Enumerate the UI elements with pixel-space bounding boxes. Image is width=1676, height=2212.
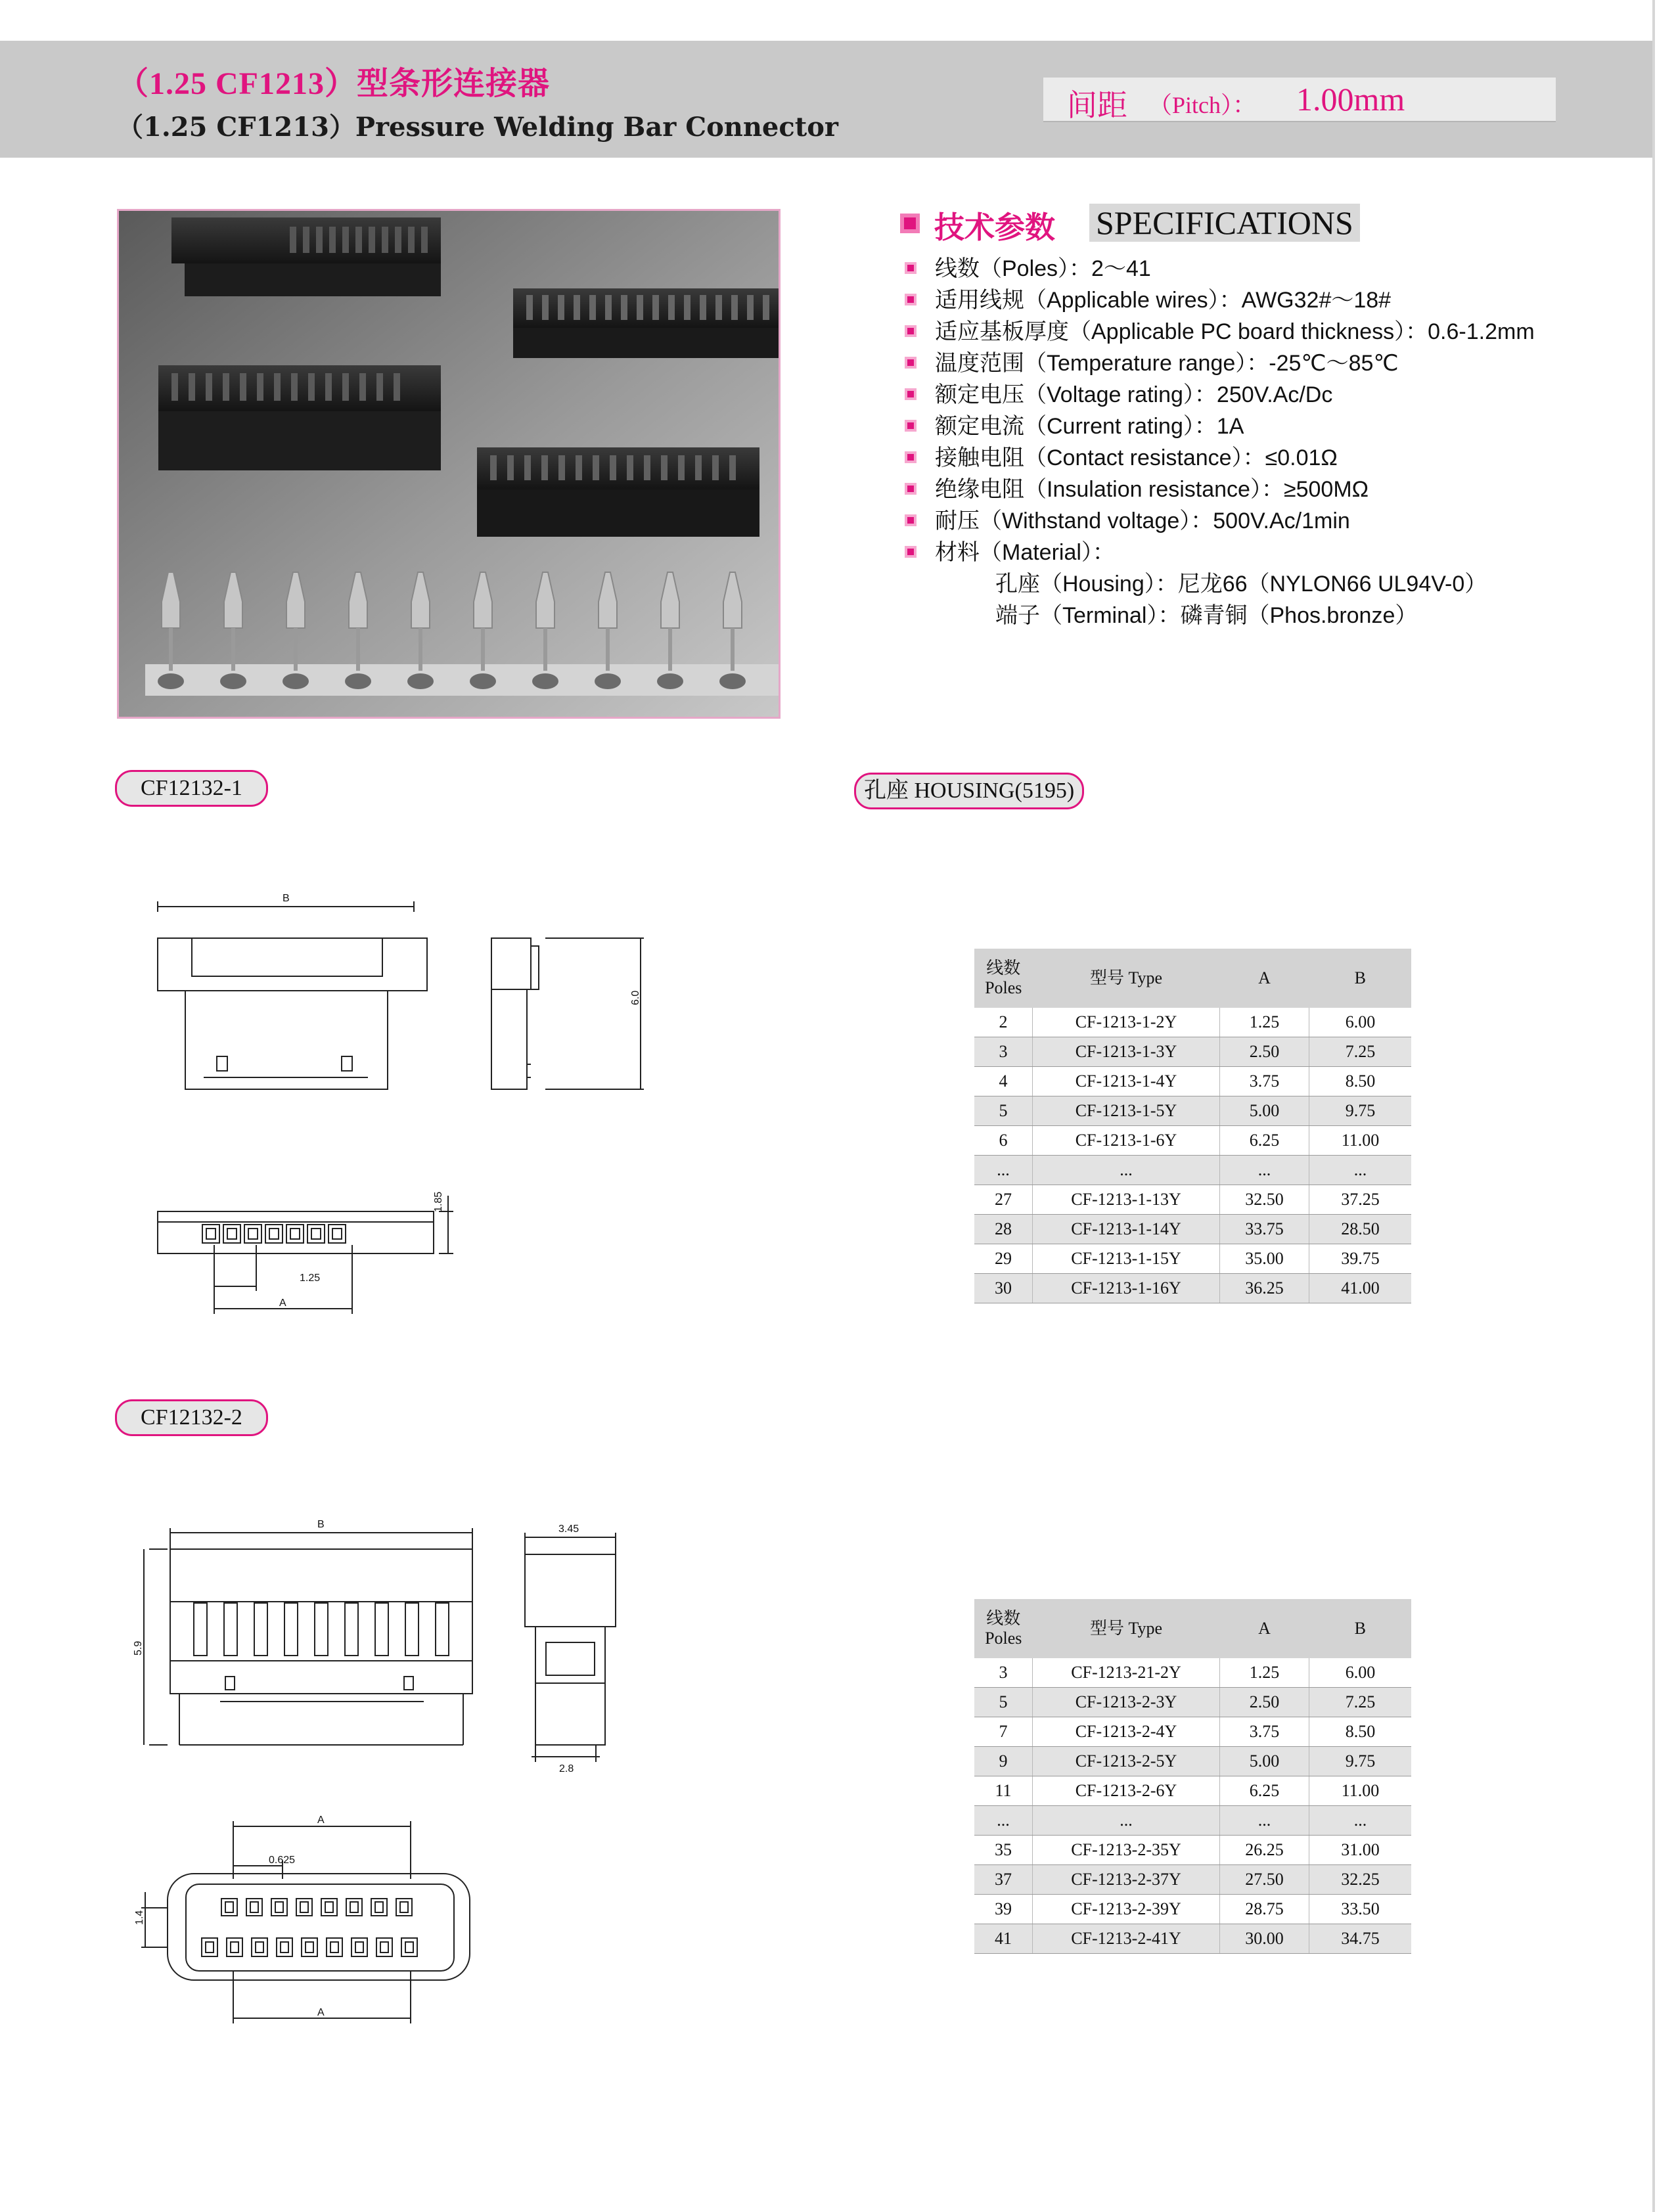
cell-type: CF-1213-1-5Y — [1033, 1096, 1220, 1126]
cell-b: 28.50 — [1309, 1215, 1412, 1244]
square-bullet-icon — [905, 514, 917, 526]
cell-poles: 29 — [974, 1244, 1033, 1274]
cell-type: CF-1213-1-14Y — [1033, 1215, 1220, 1244]
page-title-cn: （1.25 CF1213）型条形连接器 — [117, 66, 550, 101]
cell-type: CF-1213-21-2Y — [1033, 1658, 1220, 1688]
spec-item: 材料（Material）： — [903, 537, 1487, 568]
table-row — [974, 1865, 1411, 1895]
square-bullet-icon — [905, 262, 917, 274]
spec-item: 接触电阻（Contact resistance）：≤0.01Ω — [903, 442, 1487, 474]
cell-poles: 37 — [974, 1865, 1033, 1895]
housing-table-1 — [974, 949, 1411, 1303]
cell-b: 7.25 — [1309, 1037, 1412, 1067]
square-bullet-icon — [905, 451, 917, 463]
table-row — [974, 1037, 1411, 1067]
spec-item: 额定电压（Voltage rating）：250V.Ac/Dc — [903, 379, 1487, 411]
table-row — [974, 1717, 1411, 1747]
cell-type: CF-1213-2-35Y — [1033, 1836, 1220, 1865]
cell-b: 6.00 — [1309, 1008, 1412, 1037]
col-b: B — [1309, 1599, 1412, 1658]
cell-type: CF-1213-2-5Y — [1033, 1747, 1220, 1776]
cell-a: 3.75 — [1220, 1067, 1309, 1096]
dim-depth-label: 2.8 — [559, 1763, 574, 1774]
cell-poles: 27 — [974, 1185, 1033, 1215]
housing-table-2 — [974, 1599, 1411, 1954]
square-bullet-icon — [905, 294, 917, 305]
cell-poles: 4 — [974, 1067, 1033, 1096]
cell-a: ... — [1220, 1156, 1309, 1185]
col-poles: 线数 Poles — [974, 949, 1033, 1008]
square-bullet-icon — [905, 420, 917, 432]
material-terminal: 端子（Terminal）：磷青铜（Phos.bronze） — [995, 603, 1418, 628]
table-row — [974, 1096, 1411, 1126]
cell-a: 6.25 — [1220, 1126, 1309, 1156]
cell-b: 6.00 — [1309, 1658, 1412, 1688]
cell-b: 9.75 — [1309, 1747, 1412, 1776]
spec-item: 温度范围（Temperature range）：-25℃～85℃ — [903, 348, 1487, 379]
cell-poles: 35 — [974, 1836, 1033, 1865]
dim-a-label: A — [279, 1298, 286, 1309]
cell-a: 33.75 — [1220, 1215, 1309, 1244]
cell-a: 26.25 — [1220, 1836, 1309, 1865]
table-row — [974, 1895, 1411, 1924]
dim-width-label: 3.45 — [558, 1524, 579, 1535]
cell-a: 2.50 — [1220, 1037, 1309, 1067]
cell-type: ... — [1033, 1156, 1220, 1185]
table-row — [974, 1156, 1411, 1185]
cell-a: 5.00 — [1220, 1096, 1309, 1126]
col-a: A — [1220, 949, 1309, 1008]
cell-type: CF-1213-1-16Y — [1033, 1274, 1220, 1303]
drawing-cf12132-2 — [128, 1511, 654, 2050]
col-type: 型号 Type — [1033, 949, 1220, 1008]
spec-item: 适应基板厚度（Applicable PC board thickness）：0.6-1.2mm — [903, 316, 1487, 348]
cell-type: CF-1213-2-4Y — [1033, 1717, 1220, 1747]
cell-poles: 6 — [974, 1126, 1033, 1156]
col-b: B — [1309, 949, 1412, 1008]
cell-a: 2.50 — [1220, 1688, 1309, 1717]
table-row — [974, 1688, 1411, 1717]
cell-b: ... — [1309, 1806, 1412, 1836]
cell-b: 39.75 — [1309, 1244, 1412, 1274]
cell-b: 41.00 — [1309, 1274, 1412, 1303]
dim-b-label-2: B — [317, 1519, 325, 1530]
cell-a: 32.50 — [1220, 1185, 1309, 1215]
cell-poles: 3 — [974, 1037, 1033, 1067]
cell-b: 33.50 — [1309, 1895, 1412, 1924]
spec-list — [903, 253, 1535, 631]
cell-b: 11.00 — [1309, 1776, 1412, 1806]
spec-item: 额定电流（Current rating）：1A — [903, 411, 1487, 442]
material-housing: 孔座（Housing）：尼龙66（NYLON66 UL94V-0） — [995, 572, 1487, 597]
cell-poles: 3 — [974, 1658, 1033, 1688]
cell-poles: 5 — [974, 1688, 1033, 1717]
col-type: 型号 Type — [1033, 1599, 1220, 1658]
cell-a: 35.00 — [1220, 1244, 1309, 1274]
table-row — [974, 1836, 1411, 1865]
cell-type: CF-1213-1-15Y — [1033, 1244, 1220, 1274]
cell-poles: 9 — [974, 1747, 1033, 1776]
table-row — [974, 1126, 1411, 1156]
square-bullet-icon — [905, 546, 917, 558]
cell-poles: 11 — [974, 1776, 1033, 1806]
cell-poles: 41 — [974, 1924, 1033, 1954]
dim-height-label: 6.0 — [630, 990, 641, 1005]
table-header-row — [974, 949, 1411, 1008]
cell-b: 34.75 — [1309, 1924, 1412, 1954]
cell-poles: 2 — [974, 1008, 1033, 1037]
page-title-en: （1.25 CF1213）Pressure Welding Bar Connector — [117, 112, 838, 143]
square-bullet-icon — [905, 357, 917, 369]
dim-pitch-label-2: 0.625 — [269, 1855, 296, 1866]
product-photo — [117, 209, 781, 719]
page-border — [1652, 0, 1655, 2212]
cell-type: CF-1213-2-37Y — [1033, 1865, 1220, 1895]
col-a: A — [1220, 1599, 1309, 1658]
section-label-1: CF12132-1 — [115, 770, 268, 807]
spec-heading-cn: 技术参数 — [934, 210, 1055, 245]
cell-a: 6.25 — [1220, 1776, 1309, 1806]
cell-a: 28.75 — [1220, 1895, 1309, 1924]
cell-poles: 7 — [974, 1717, 1033, 1747]
cell-type: CF-1213-1-6Y — [1033, 1126, 1220, 1156]
cell-a: 3.75 — [1220, 1717, 1309, 1747]
spec-item: 适用线规（Applicable wires）：AWG32#～18# — [903, 284, 1487, 316]
spec-item: 线数（Poles）：2～41 — [903, 253, 1487, 284]
cell-b: 32.25 — [1309, 1865, 1412, 1895]
cell-a: 36.25 — [1220, 1274, 1309, 1303]
cell-a: 5.00 — [1220, 1747, 1309, 1776]
table-row — [974, 1747, 1411, 1776]
dim-a-top-label: A — [317, 1815, 325, 1826]
cell-type: CF-1213-1-2Y — [1033, 1008, 1220, 1037]
table-row — [974, 1244, 1411, 1274]
cell-b: 7.25 — [1309, 1688, 1412, 1717]
cell-b: 8.50 — [1309, 1067, 1412, 1096]
cell-b: 8.50 — [1309, 1717, 1412, 1747]
cell-type: CF-1213-1-13Y — [1033, 1185, 1220, 1215]
cell-poles: 39 — [974, 1895, 1033, 1924]
cell-b: 9.75 — [1309, 1096, 1412, 1126]
col-poles: 线数 Poles — [974, 1599, 1033, 1658]
cell-type: CF-1213-2-39Y — [1033, 1895, 1220, 1924]
cell-type: CF-1213-2-6Y — [1033, 1776, 1220, 1806]
cell-b: 11.00 — [1309, 1126, 1412, 1156]
cell-a: 27.50 — [1220, 1865, 1309, 1895]
cell-type: CF-1213-2-41Y — [1033, 1924, 1220, 1954]
housing-label: 孔座 HOUSING(5195) — [854, 773, 1084, 809]
cell-a: 1.25 — [1220, 1658, 1309, 1688]
cell-type: CF-1213-1-4Y — [1033, 1067, 1220, 1096]
cell-a: ... — [1220, 1806, 1309, 1836]
cell-poles: ... — [974, 1806, 1033, 1836]
dim-row-label: 1.4 — [134, 1910, 145, 1925]
cell-a: 1.25 — [1220, 1008, 1309, 1037]
cell-type: ... — [1033, 1806, 1220, 1836]
dim-pitch-label: 1.25 — [300, 1273, 321, 1284]
cell-type: CF-1213-2-3Y — [1033, 1688, 1220, 1717]
table-row — [974, 1274, 1411, 1303]
cell-a: 30.00 — [1220, 1924, 1309, 1954]
square-bullet-icon — [905, 483, 917, 495]
pitch-box — [1043, 78, 1556, 122]
table-row — [974, 1008, 1411, 1037]
dim-height-label-2: 5.9 — [133, 1640, 144, 1656]
cell-type: CF-1213-1-3Y — [1033, 1037, 1220, 1067]
pitch-label-en: （Pitch）： — [1148, 92, 1257, 118]
dim-side-label: 1.85 — [433, 1191, 444, 1212]
spec-item: 耐压（Withstand voltage）：500V.Ac/1min — [903, 505, 1487, 537]
spec-heading-en: SPECIFICATIONS — [1089, 204, 1360, 242]
section-label-2: CF12132-2 — [115, 1399, 268, 1436]
square-bullet-icon — [905, 388, 917, 400]
cell-poles: 28 — [974, 1215, 1033, 1244]
table-header-row — [974, 1599, 1411, 1658]
drawing-cf12132-1 — [145, 880, 670, 1327]
pitch-value: 1.00mm — [1296, 81, 1405, 118]
pitch-label-cn: 间距 — [1067, 87, 1127, 123]
table-row — [974, 1185, 1411, 1215]
cell-poles: 30 — [974, 1274, 1033, 1303]
dim-a-bottom-label: A — [317, 2007, 325, 2018]
dim-b-label: B — [283, 893, 290, 904]
table-row — [974, 1215, 1411, 1244]
spec-bullet-icon — [900, 214, 920, 233]
cell-poles: 5 — [974, 1096, 1033, 1126]
cell-b: 31.00 — [1309, 1836, 1412, 1865]
square-bullet-icon — [905, 325, 917, 337]
table-row — [974, 1776, 1411, 1806]
cell-poles: ... — [974, 1156, 1033, 1185]
table-row — [974, 1806, 1411, 1836]
table-row — [974, 1067, 1411, 1096]
cell-b: 37.25 — [1309, 1185, 1412, 1215]
table-row — [974, 1924, 1411, 1954]
table-row — [974, 1658, 1411, 1688]
spec-item: 绝缘电阻（Insulation resistance）：≥500MΩ — [903, 474, 1487, 505]
cell-b: ... — [1309, 1156, 1412, 1185]
